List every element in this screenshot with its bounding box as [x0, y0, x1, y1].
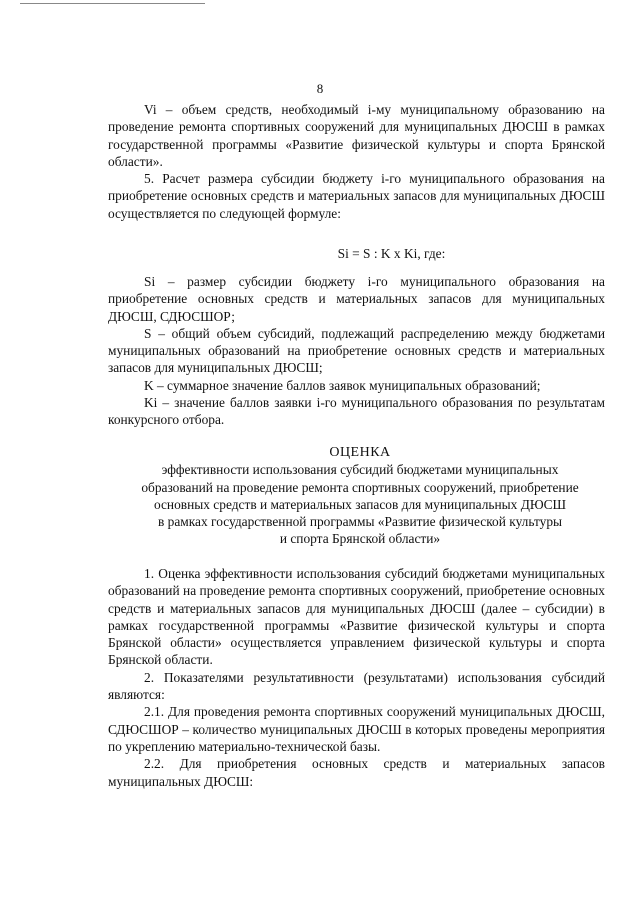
paragraph-item-5: 5. Расчет размера субсидии бюджету i-го муниципального образования на приобретение основных средств и материальных запасов для муниципальных ДЮСШ осуществляется по следующей формуле: [108, 171, 605, 221]
paragraph-vi-definition: Vi – объем средств, необходимый i-му муниципальному образованию на проведение ремонта спортивных сооружений для муниципальных ДЮСШ в рамках государственной программы «Развитие физической культуры и спорта Брянской области». [108, 102, 605, 169]
definition-s: S – общий объем субсидий, подлежащий распределению между бюджетами муниципальных образований на приобретение основных средств и материальных запасов для муниципальных ДЮСШ; [108, 325, 605, 376]
paragraph-item-2-1: 2.1. Для проведения ремонта спортивных сооружений муниципальных ДЮСШ, СДЮСШОР – количество муниципальных ДЮСШ в которых проведены мероприятия по укреплению материально-технической базы. [108, 704, 605, 754]
top-edge-rule [20, 3, 205, 4]
subsidy-formula: Si = S : K x Ki, где: [337, 246, 446, 261]
definition-k: K – суммарное значение баллов заявок муниципальных образований; [144, 377, 541, 393]
definition-ki: Ki – значение баллов заявки i-го муниципального образования по результатам конкурсного отбора. [108, 395, 605, 428]
page-number: 8 [316, 81, 324, 96]
section-heading [100, 444, 620, 548]
paragraph-item-2: 2. Показателями результативности (результатами) использования субсидий являются: [108, 669, 605, 703]
heading-line-5: и спорта Брянской области» [279, 531, 441, 547]
heading-line-3: основных средств и материальных запасов для муниципальных ДЮСШ [153, 496, 567, 512]
paragraph-item-2-2: 2.2. Для приобретения основных средств и материальных запасов муниципальных ДЮСШ: [108, 756, 605, 789]
intro-section [108, 101, 605, 222]
paragraph-item-1: 1. Оценка эффективности использования субсидий бюджетами муниципальных образований на проведение ремонта спортивных сооружений, приобретение основных средств и материальных запасов для муниципальных ДЮСШ (далее – субсидии) в рамках государственной программы «Развитие физической культуры и спорта Брянской области» осуществляется управлением физической культуры и спорта Брянской области. [108, 566, 605, 668]
heading-line-1: эффективности использования субсидий бюджетами муниципальных [161, 462, 559, 478]
heading-line-4: в рамках государственной программы «Развитие физической культуры [157, 514, 563, 530]
heading-line-2: образований на проведение ремонта спортивных сооружений, приобретение [141, 479, 579, 495]
formula-definitions [108, 273, 605, 429]
assessment-body [108, 565, 605, 790]
definition-si: Si – размер субсидии бюджету i-го муниципального образования на приобретение основных средств и материальных запасов для муниципальных ДЮСШ, СДЮСШОР; [108, 274, 605, 324]
heading-title: ОЦЕНКА [329, 445, 391, 460]
